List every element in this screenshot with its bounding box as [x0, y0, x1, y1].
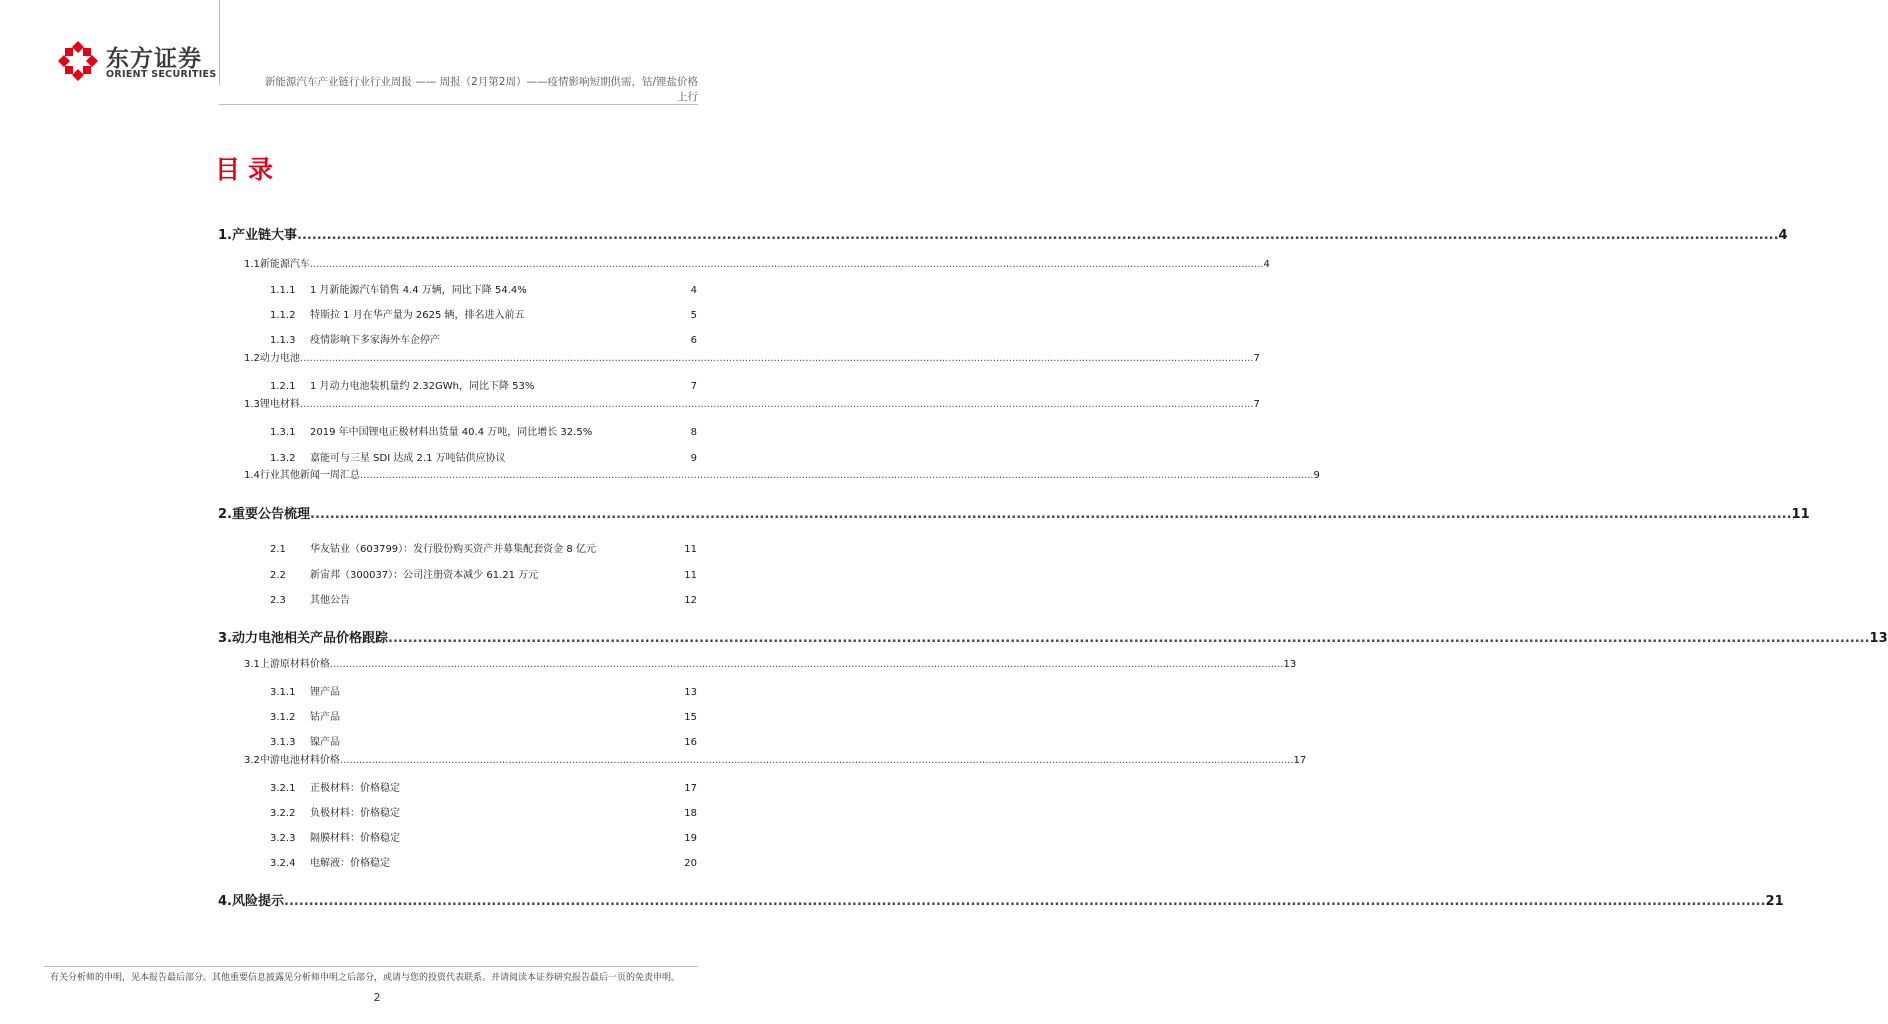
toc-entry-title: 2019 年中国锂电正极材料出货量 40.4 万吨，同比增长 32.5%: [310, 427, 593, 438]
toc-entry-title: 锂产品: [310, 687, 340, 698]
toc-entry[interactable]: [270, 683, 697, 698]
toc-entry-number: 3.2.2: [270, 808, 296, 819]
toc-entry-number: 1.3.2: [270, 453, 296, 464]
toc-entry-title: 新宙邦（300037）：公司注册资本减少 61.21 万元: [310, 570, 539, 581]
toc-entry-number: 1.: [218, 228, 232, 243]
toc-entry-title: 钴产品: [310, 712, 340, 723]
toc-entry-number: 3.2.1: [270, 783, 296, 794]
header-vertical-divider: [219, 0, 220, 85]
toc-leader: ............................................................................................................................................................................................................................................................................................................: [299, 353, 1254, 364]
toc-entry[interactable]: [270, 423, 697, 438]
toc-entry[interactable]: [244, 466, 1320, 481]
toc-leader: ............................................................................................................................................................................................................................................................................................................: [388, 631, 1870, 646]
toc-entry-number: 1.2: [244, 353, 260, 364]
toc-entry-page: 7: [690, 381, 697, 392]
toc-entry[interactable]: [270, 281, 697, 296]
toc-entry-page: 11: [684, 544, 697, 555]
toc-entry-title: 产业链大事: [231, 228, 297, 243]
toc-entry[interactable]: [270, 377, 697, 392]
toc-entry-title: 隔膜材料：价格稳定: [310, 833, 400, 844]
toc-entry-title: 新能源汽车: [259, 259, 310, 270]
toc-entry[interactable]: [270, 733, 697, 748]
toc-entry-title: 上游原材料价格: [259, 659, 330, 670]
report-subtitle: 新能源汽车产业链行业行业周报 —— 周报（2月第2周）——疫情影响短期供需，钴/锂盐价格上行: [264, 76, 698, 103]
toc-leader: ............................................................................................................................................................................................................................................................................................................: [297, 228, 1779, 243]
toc-entry-number: 1.4: [244, 470, 260, 481]
toc-entry-page: 18: [684, 808, 697, 819]
toc-leader: ............................................................................................................................................................................................................................................................................................................: [339, 755, 1294, 766]
toc-entry-title: 1 月动力电池装机量约 2.32GWh，同比下降 53%: [310, 381, 535, 392]
toc-entry-number: 3.2.3: [270, 833, 296, 844]
toc-entry-number: 1.1: [244, 259, 260, 270]
toc-leader: ............................................................................................................................................................................................................................................................................................................: [329, 659, 1284, 670]
toc-entry-page: 17: [1293, 755, 1307, 766]
toc-entry[interactable]: [244, 349, 1260, 364]
toc-entry[interactable]: [270, 306, 697, 321]
toc-entry[interactable]: [270, 566, 697, 581]
toc-entry-title: 负极材料：价格稳定: [310, 808, 400, 819]
toc-entry-number: 3.2: [244, 755, 260, 766]
logo-chinese-name: 东方证券: [106, 46, 202, 72]
toc-entry-number: 3.: [218, 631, 232, 646]
toc-entry[interactable]: [270, 331, 697, 346]
toc-entry-page: 4: [1778, 228, 1788, 243]
toc-entry[interactable]: [270, 829, 697, 844]
toc-entry-page: 11: [1791, 507, 1810, 522]
toc-entry-page: 20: [684, 858, 697, 869]
toc-entry-page: 6: [690, 335, 697, 346]
toc-entry-number: 4.: [218, 894, 232, 909]
toc-entry[interactable]: [244, 751, 1307, 766]
toc-entry-page: 7: [1253, 399, 1260, 410]
toc-entry-page: 8: [690, 427, 697, 438]
toc-entry-number: 1.3.1: [270, 427, 296, 438]
toc-entry[interactable]: [244, 655, 1297, 670]
toc-entry-page: 13: [1283, 659, 1297, 670]
toc-entry[interactable]: [218, 503, 1810, 522]
toc-leader: ............................................................................................................................................................................................................................................................................................................: [359, 470, 1314, 481]
toc-entry[interactable]: [270, 708, 697, 723]
toc-entry[interactable]: [270, 591, 697, 606]
toc-entry-number: 3.1.1: [270, 687, 296, 698]
toc-entry-page: 15: [684, 712, 697, 723]
footer-divider: [44, 966, 698, 967]
toc-entry[interactable]: [244, 395, 1260, 410]
toc-entry-page: 21: [1765, 894, 1784, 909]
toc-entry-title: 其他公告: [310, 595, 350, 606]
footer-disclaimer: 有关分析师的申明，见本报告最后部分。其他重要信息披露见分析师申明之后部分，或请与您的投资代表联系。并请阅读本证券研究报告最后一页的免责申明。: [50, 973, 681, 983]
toc-entry[interactable]: [270, 449, 697, 464]
toc-entry-page: 9: [1313, 470, 1320, 481]
toc-entry-number: 1.1.1: [270, 285, 296, 296]
toc-leader: ............................................................................................................................................................................................................................................................................................................: [310, 507, 1792, 522]
toc-entry-title: 电解液：价格稳定: [310, 858, 390, 869]
toc-entry-title: 重要公告梳理: [231, 507, 310, 522]
toc-entry[interactable]: [270, 804, 697, 819]
toc-entry-title: 锂电材料: [259, 399, 300, 410]
header-divider: [219, 104, 698, 105]
toc-entry-page: 12: [684, 595, 697, 606]
toc-entry-page: 9: [690, 453, 697, 464]
toc-entry-number: 1.1.3: [270, 335, 296, 346]
toc-entry-number: 3.1.3: [270, 737, 296, 748]
logo-english-name: ORIENT SECURITIES: [106, 69, 217, 80]
toc-entry-title: 风险提示: [231, 894, 284, 909]
page-number: 2: [373, 991, 381, 1004]
toc-entry[interactable]: [244, 255, 1270, 270]
company-logo: [58, 38, 218, 88]
toc-entry-number: 1.3: [244, 399, 260, 410]
toc-entry-title: 特斯拉 1 月在华产量为 2625 辆，排名进入前五: [310, 310, 525, 321]
toc-entry-page: 11: [684, 570, 697, 581]
toc-entry-title: 1 月新能源汽车销售 4.4 万辆，同比下降 54.4%: [310, 285, 527, 296]
toc-entry-page: 4: [1263, 259, 1270, 270]
toc-entry-page: 7: [1253, 353, 1260, 364]
toc-entry-page: 13: [1869, 631, 1888, 646]
toc-entry[interactable]: [270, 779, 697, 794]
toc-entry-number: 2.1: [270, 544, 286, 555]
toc-leader: ............................................................................................................................................................................................................................................................................................................: [309, 259, 1264, 270]
toc-entry-title: 动力电池相关产品价格跟踪: [231, 631, 388, 646]
toc-entry-page: 13: [684, 687, 697, 698]
toc-entry-number: 1.1.2: [270, 310, 296, 321]
toc-entry-number: 3.2.4: [270, 858, 296, 869]
toc-entry-number: 2.3: [270, 595, 286, 606]
toc-entry-page: 5: [690, 310, 697, 321]
toc-entry-number: 3.1.2: [270, 712, 296, 723]
toc-entry-page: 4: [690, 285, 697, 296]
toc-entry-number: 3.1: [244, 659, 260, 670]
toc-entry-number: 2.: [218, 507, 232, 522]
toc-entry[interactable]: [270, 854, 697, 869]
toc-entry-title: 行业其他新闻一周汇总: [259, 470, 360, 481]
toc-entry-title: 华友钴业（603799）：发行股份购买资产并募集配套资金 8 亿元: [310, 544, 596, 555]
toc-entry-title: 嘉能可与三星 SDI 达成 2.1 万吨钴供应协议: [310, 453, 506, 464]
toc-entry-title: 中游电池材料价格: [259, 755, 340, 766]
toc-entry[interactable]: [270, 540, 697, 555]
toc-leader: ............................................................................................................................................................................................................................................................................................................: [284, 894, 1766, 909]
toc-entry-title: 正极材料：价格稳定: [310, 783, 400, 794]
toc-title: 目录: [215, 155, 282, 184]
toc-entry[interactable]: [218, 890, 1784, 909]
toc-entry-number: 1.2.1: [270, 381, 296, 392]
toc-entry[interactable]: [218, 627, 1888, 646]
orient-logo-icon: [58, 41, 98, 81]
toc-entry-title: 镍产品: [310, 737, 340, 748]
toc-entry-page: 19: [684, 833, 697, 844]
toc-leader: ............................................................................................................................................................................................................................................................................................................: [299, 399, 1254, 410]
toc-entry-title: 动力电池: [259, 353, 300, 364]
toc-entry-page: 17: [684, 783, 697, 794]
toc-entry[interactable]: [218, 224, 1788, 243]
toc-entry-number: 2.2: [270, 570, 286, 581]
toc-entry-title: 疫情影响下多家海外车企停产: [310, 335, 440, 346]
toc-entry-page: 16: [684, 737, 697, 748]
